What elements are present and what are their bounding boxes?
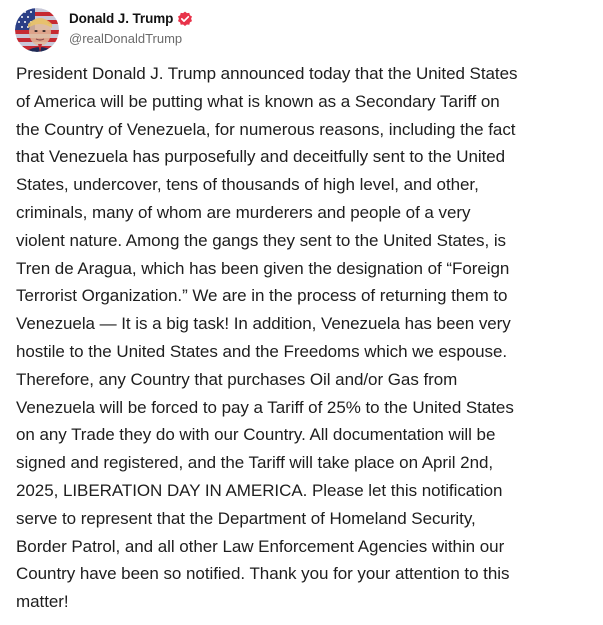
author-handle[interactable]: @realDonaldTrump (69, 30, 183, 46)
avatar-image (15, 8, 59, 52)
author-display-name[interactable]: Donald J. Trump (69, 11, 174, 26)
author-block (69, 9, 193, 46)
avatar[interactable] (15, 8, 59, 52)
post-body-text: President Donald J. Trump announced today that the United States of America will be putting what is known as a Secondary Tariff on the Country of Venezuela, for numerous reasons, including the fact that Venezuela has purposefully and deceitfully sent to the United States, undercover, tens of thousands of high level, and other, criminals, many of whom are murderers and people of a very violent nature. Among the gangs they sent to the United States, is Tren de Aragua, which has been given the designation of “Foreign Terrorist Organization.” We are in the process of returning them to Venezuela — It is a big task! In addition, Venezuela has been very hostile to the United States and the Freedoms which we espouse. Therefore, any Country that purchases Oil and/or Gas from Venezuela will be forced to pay a Tariff of 25% to the United States on any Trade they do with our Country. All documentation will be signed and registered, and the Tariff will take place on April 2nd, 2025, LIBERATION DAY IN AMERICA. Please let this notification serve to represent that the Department of Homeland Security, Border Patrol, and all other Law Enforcement Agencies within our Country have been so notified. Thank you for your attention to this matter! (16, 64, 518, 612)
post-header (15, 8, 193, 52)
name-row (69, 9, 193, 29)
verified-badge-icon (177, 11, 193, 27)
